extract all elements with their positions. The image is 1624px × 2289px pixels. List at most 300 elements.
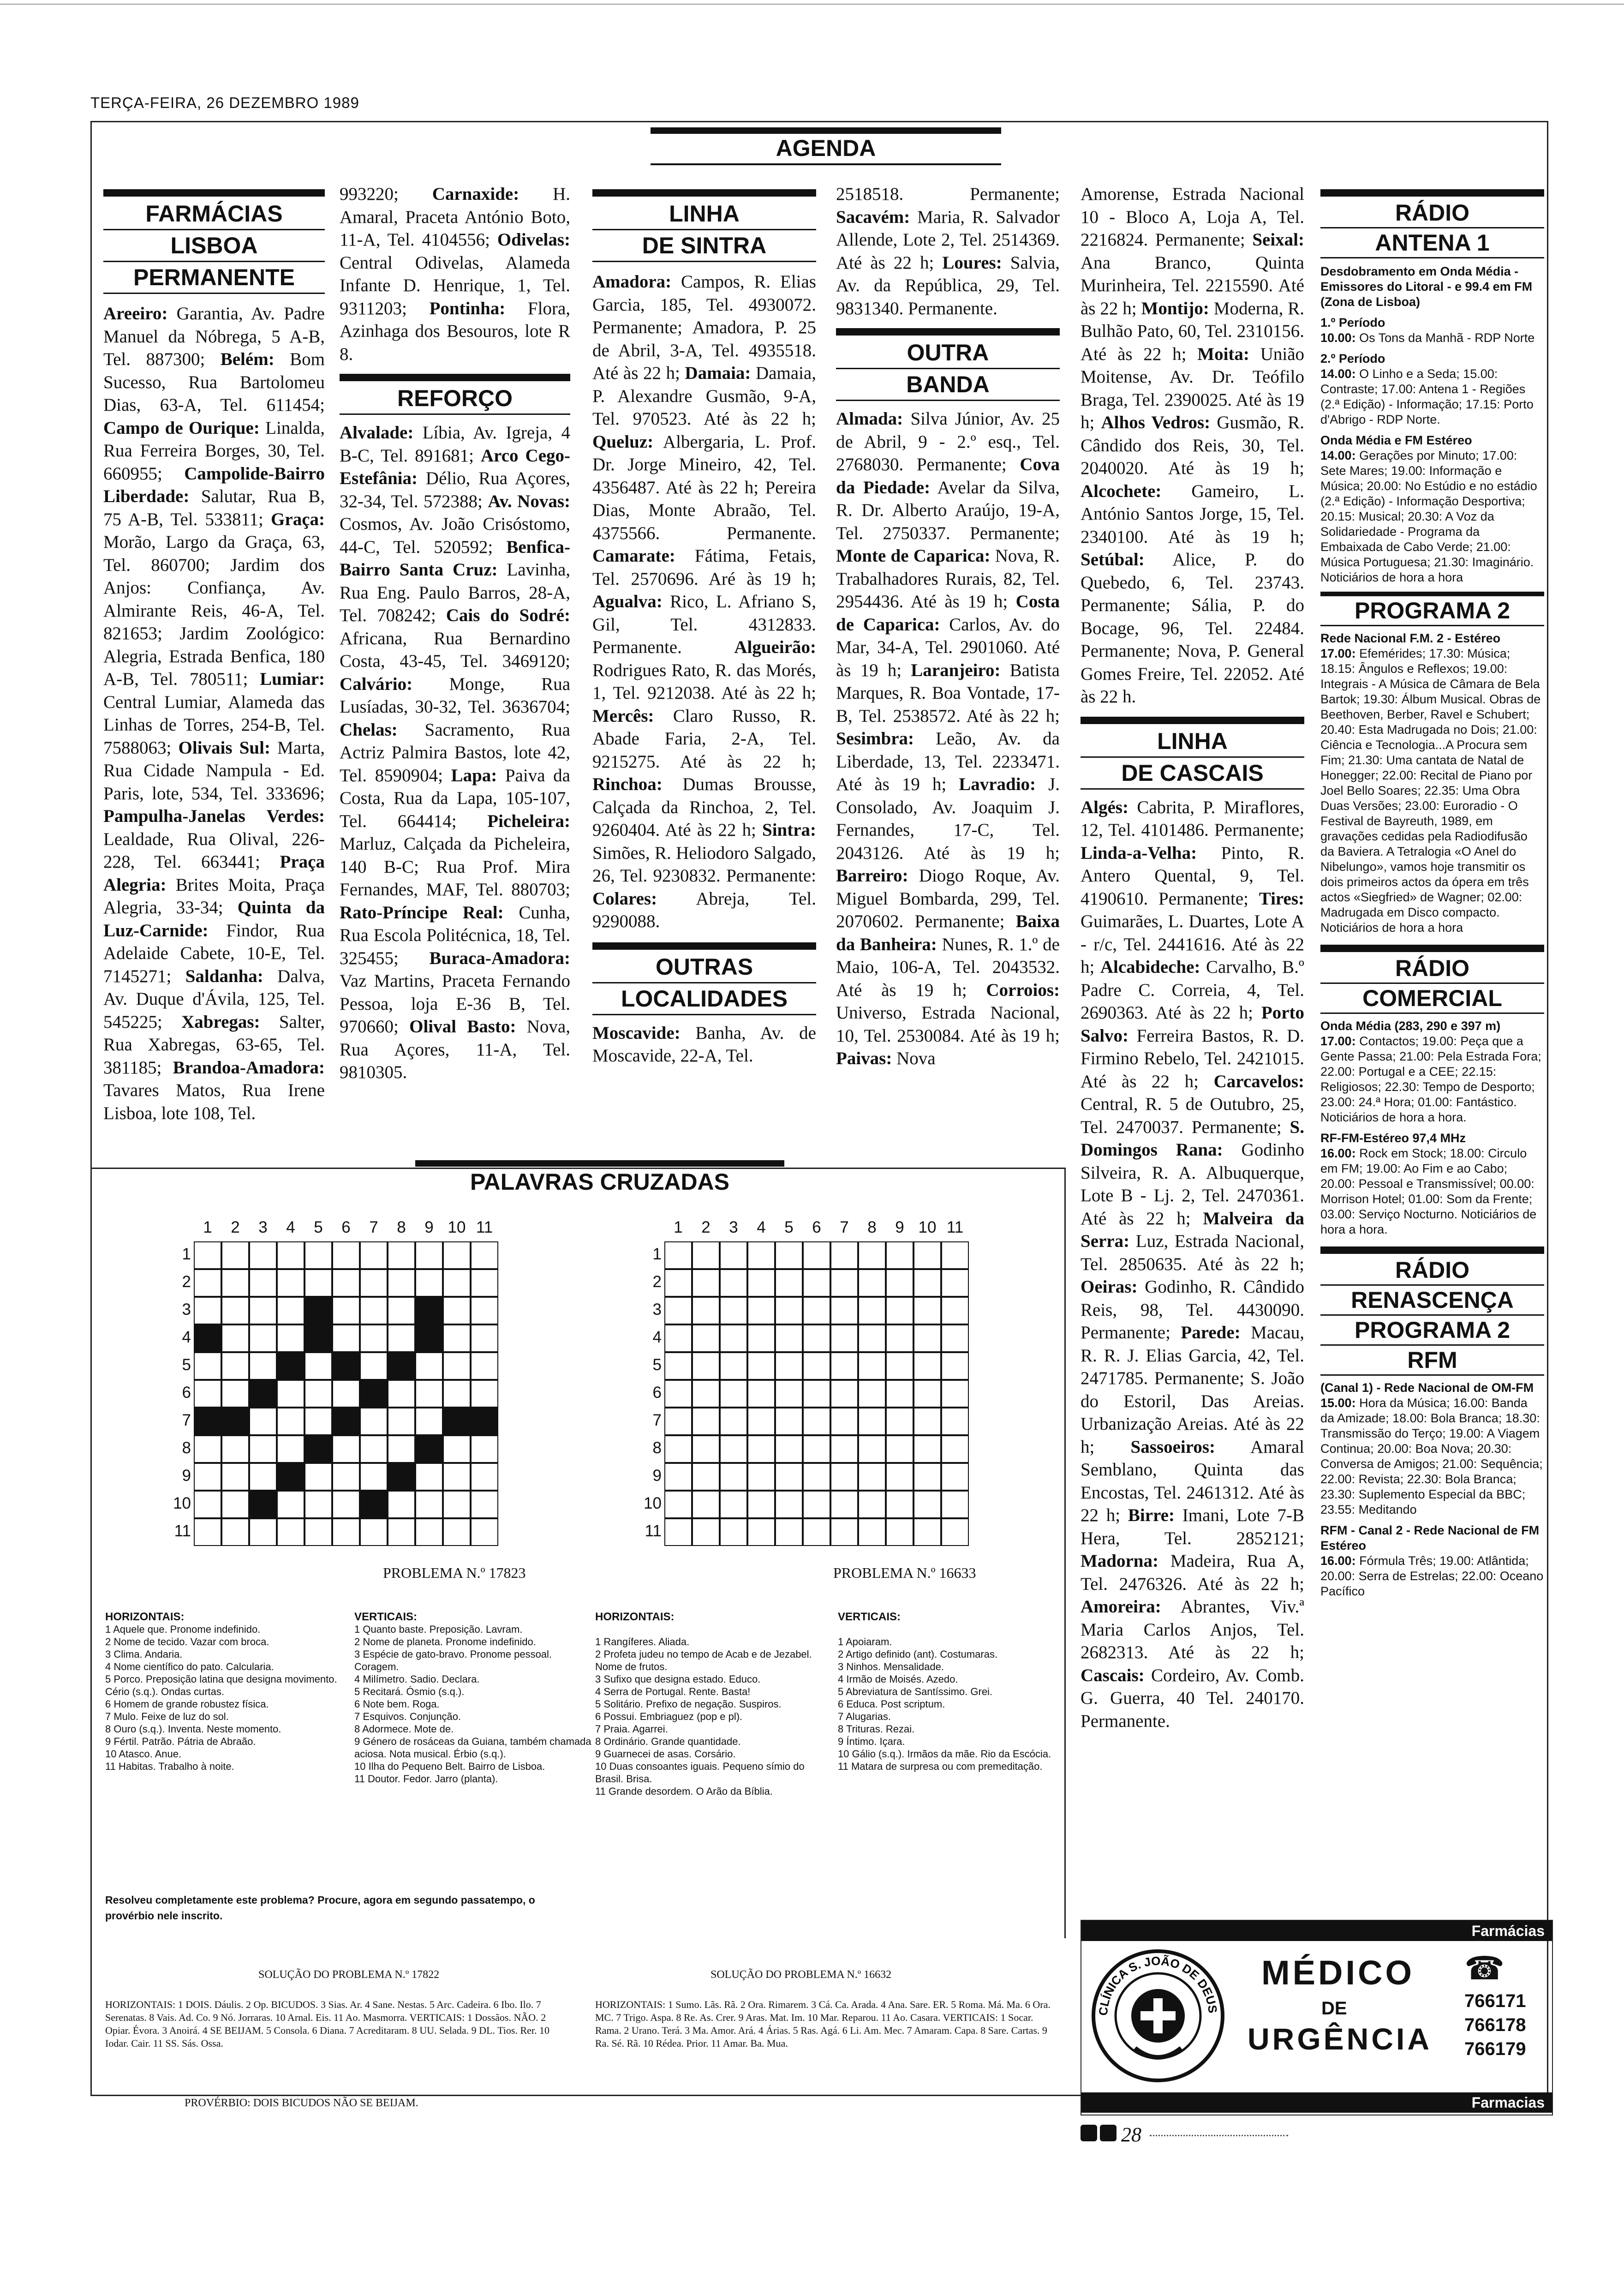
grid1-cell[interactable] [221,1491,249,1518]
grid2-cell[interactable] [941,1380,969,1408]
locality-name: Oeiras: [1081,1277,1138,1297]
grid1-cell[interactable] [332,1324,360,1352]
grid2-cell[interactable] [747,1491,775,1518]
grid2-cell[interactable] [664,1518,692,1546]
grid1-row-number: 2 [182,1273,191,1291]
grid2-cell[interactable] [664,1435,692,1463]
grid1-cell[interactable] [194,1380,221,1408]
grid2-row-number: 11 [645,1522,662,1540]
grid1-cell[interactable] [194,1491,221,1518]
grid1-black-cell [304,1297,332,1324]
grid2-cell[interactable] [830,1463,858,1491]
grid1-cell[interactable] [277,1297,304,1324]
pharmacy-details: H. Amaral, Praceta António Boto, 11-A, Tel. 4104556; [340,184,570,250]
locality-name: Birre: [1128,1505,1175,1525]
grid2-cell[interactable] [720,1518,747,1546]
grid1-cell[interactable] [388,1435,415,1463]
grid2-cell[interactable] [720,1435,747,1463]
grid1-cell[interactable] [415,1269,443,1297]
grid2-cell[interactable] [775,1408,803,1435]
grid2-cell[interactable] [692,1269,720,1297]
grid2-cell[interactable] [941,1491,969,1518]
grid1-cell[interactable] [360,1408,388,1435]
grid1-cell[interactable] [277,1518,304,1546]
clue-item: 4 Serra de Portugal. Rente. Basta! [595,1686,751,1697]
grid2-cell[interactable] [830,1435,858,1463]
grid1-cell[interactable] [443,1463,471,1491]
locality-name: Olivais Sul: [178,737,270,758]
programme-text: O Linho e a Seda; 15.00: Contraste; 17.00: Antena 1 - Regiões (2.ª Edição) - Informação; 17.15: Porto d'Abrigo - RDP Norte. [1320,367,1534,426]
grid1-cell[interactable] [249,1463,277,1491]
locality-name: Linda-a-Velha: [1081,843,1197,863]
grid1-cell[interactable] [194,1269,221,1297]
grid1-cell[interactable] [221,1435,249,1463]
grid2-cell[interactable] [886,1408,914,1435]
grid1-cell[interactable] [332,1241,360,1269]
grid2-cell[interactable] [720,1297,747,1324]
grid1-cell[interactable] [221,1518,249,1546]
grid2-cell[interactable] [858,1518,886,1546]
grid2-cell[interactable] [830,1518,858,1546]
grid2-cell[interactable] [941,1241,969,1269]
grid2-cell[interactable] [886,1241,914,1269]
grid1-cell[interactable] [221,1324,249,1352]
agenda-bar [651,127,1001,134]
grid2-cell[interactable] [692,1491,720,1518]
grid1-black-cell [277,1463,304,1491]
grid2-cell[interactable] [830,1380,858,1408]
grid2-row-number: 3 [652,1300,662,1318]
clues-v2-list [838,1636,1059,1773]
grid1-cell[interactable] [471,1324,498,1352]
grid2-cell[interactable] [858,1408,886,1435]
grid2-cell[interactable] [858,1297,886,1324]
grid1-cell[interactable] [443,1518,471,1546]
grid1-black-cell [471,1408,498,1435]
grid2-cell[interactable] [803,1269,830,1297]
publisher-logo-icon-2 [1100,2125,1116,2141]
locality-name: Carnaxide: [432,184,519,204]
grid1-cell[interactable] [194,1297,221,1324]
grid2-cell[interactable] [692,1241,720,1269]
section-rule [340,413,570,415]
grid2-cell[interactable] [775,1352,803,1380]
grid2-cell[interactable] [664,1463,692,1491]
grid2-cell[interactable] [747,1297,775,1324]
grid2-cell[interactable] [775,1491,803,1518]
grid2-cell[interactable] [775,1435,803,1463]
clue-item: 9 Íntimo. Içara. [838,1736,905,1747]
grid2-cell[interactable] [692,1297,720,1324]
locality-name: Baixa da Banheira: [836,911,1060,954]
grid2-cell[interactable] [720,1269,747,1297]
grid2-cell[interactable] [747,1463,775,1491]
grid2-cell[interactable] [941,1352,969,1380]
locality-name: Benfica-Bairro Santa Cruz: [340,537,570,580]
grid1-cell[interactable] [277,1408,304,1435]
grid1-cell[interactable] [388,1269,415,1297]
grid2-cell[interactable] [914,1324,941,1352]
grid2-cell[interactable] [803,1435,830,1463]
grid2-cell[interactable] [941,1324,969,1352]
grid1-cell[interactable] [332,1463,360,1491]
grid1-cell[interactable] [360,1269,388,1297]
grid2-cell[interactable] [830,1241,858,1269]
grid1-cell[interactable] [249,1297,277,1324]
clue-item: 3 Clima. Andaria. [105,1648,183,1660]
grid1-cell[interactable] [194,1352,221,1380]
grid1-cell[interactable] [415,1352,443,1380]
grid1-cell[interactable] [471,1491,498,1518]
clue-item: 7 Mulo. Feixe de luz do sol. [105,1711,229,1722]
grid1-row-number: 8 [182,1439,191,1457]
grid1-cell[interactable] [194,1518,221,1546]
grid1-cell[interactable] [471,1518,498,1546]
grid1-cell[interactable] [388,1518,415,1546]
locality-name: Costa de Caparica: [836,592,1060,635]
grid2-cell[interactable] [664,1408,692,1435]
grid2-cell[interactable] [747,1408,775,1435]
grid1-cell[interactable] [221,1297,249,1324]
col2-intro-list [340,183,570,366]
grid1-cell[interactable] [443,1352,471,1380]
locality-name: Moscavide: [592,1023,681,1043]
locality-name: Amoreira: [1081,1597,1161,1617]
grid2-cell[interactable] [720,1241,747,1269]
grid2-cell[interactable] [941,1518,969,1546]
grid2-cell[interactable] [747,1380,775,1408]
grid2-cell[interactable] [803,1491,830,1518]
pharmacy-details: Campos, R. Elias Garcia, 185, Tel. 4930072. Permanente; Amadora, P. 25 de Abril, 3-A, Tel. 4935518. Até às 22 h; [592,272,816,383]
grid1-cell[interactable] [360,1241,388,1269]
clue-item: 10 Ilha do Pequeno Belt. Bairro de Lisboa. [354,1761,545,1772]
grid2-cell[interactable] [886,1435,914,1463]
grid1-cell[interactable] [304,1518,332,1546]
programme-time: (Canal 1) - Rede Nacional de OM-FM [1320,1381,1534,1395]
grid1-cell[interactable] [471,1435,498,1463]
grid1-cell[interactable] [360,1297,388,1324]
grid1-cell[interactable] [443,1241,471,1269]
grid1-cell[interactable] [249,1518,277,1546]
grid1-cell[interactable] [332,1491,360,1518]
locality-name: Laranjeiro: [911,660,1001,680]
grid2-cell[interactable] [692,1352,720,1380]
grid1-cell[interactable] [277,1269,304,1297]
locality-name: Rinchoa: [592,774,663,794]
grid2-cell[interactable] [830,1408,858,1435]
locality-name: Sassoeiros: [1130,1437,1215,1457]
grid2-cell[interactable] [830,1297,858,1324]
grid2-cell[interactable] [858,1269,886,1297]
grid2-cell[interactable] [858,1241,886,1269]
grid2-cell[interactable] [830,1352,858,1380]
grid2-cell[interactable] [664,1297,692,1324]
grid2-cell[interactable] [747,1241,775,1269]
grid2-cell[interactable] [775,1463,803,1491]
grid1-cell[interactable] [304,1380,332,1408]
grid2-cell[interactable] [747,1435,775,1463]
grid2-cell[interactable] [858,1491,886,1518]
grid2-cell[interactable] [692,1408,720,1435]
section-rule [103,293,325,294]
grid1-cell[interactable] [443,1297,471,1324]
locality-name: Campo de Ourique: [103,418,260,438]
locality-name: Chelas: [340,719,398,740]
grid2-cell[interactable] [720,1352,747,1380]
grid1-cell[interactable] [443,1269,471,1297]
grid1-cell[interactable] [304,1463,332,1491]
grid2-cell[interactable] [886,1380,914,1408]
grid1-cell[interactable] [332,1269,360,1297]
pharmacy-details: Imani, Lote 7-B Hera, Tel. 2852121; [1081,1505,1304,1548]
grid2-cell[interactable] [747,1352,775,1380]
pharmacy-details: Paiva da Costa, Rua da Lapa, 105-107, Tel. 664414; [340,765,570,831]
grid1-cell[interactable] [415,1491,443,1518]
grid2-row-number: 4 [652,1328,662,1346]
grid1-cell[interactable] [304,1352,332,1380]
grid2-col-number: 7 [840,1218,849,1236]
grid2-cell[interactable] [803,1352,830,1380]
grid1-cell[interactable] [304,1241,332,1269]
grid1-cell[interactable] [249,1324,277,1352]
grid2-cell[interactable] [858,1324,886,1352]
grid2-cell[interactable] [664,1380,692,1408]
grid2-cell[interactable] [775,1297,803,1324]
grid2-cell[interactable] [664,1352,692,1380]
grid2-cell[interactable] [692,1324,720,1352]
grid1-cell[interactable] [332,1297,360,1324]
grid2-cell[interactable] [858,1435,886,1463]
grid2-cell[interactable] [941,1463,969,1491]
grid1-cell[interactable] [471,1380,498,1408]
clue-item: 9 Fértil. Patrão. Pátria de Abraão. [105,1736,256,1747]
grid2-cell[interactable] [720,1408,747,1435]
grid2-cell[interactable] [775,1241,803,1269]
pharmacy-details: Délio, Rua Açores, 32-34, Tel. 572388; [340,468,570,511]
grid2-cell[interactable] [720,1463,747,1491]
grid2-cell[interactable] [775,1269,803,1297]
grid1-cell[interactable] [443,1491,471,1518]
grid1-cell[interactable] [277,1380,304,1408]
grid2-cell[interactable] [830,1491,858,1518]
grid2-cell[interactable] [692,1518,720,1546]
grid1-cell[interactable] [443,1324,471,1352]
grid1-cell[interactable] [388,1380,415,1408]
clue-item: 10 Duas consoantes iguais. Pequeno símio do Brasil. Brisa. [595,1761,805,1785]
grid2-cell[interactable] [886,1352,914,1380]
grid1-cell[interactable] [221,1463,249,1491]
grid1-cell[interactable] [415,1463,443,1491]
outras-list [592,1022,816,1067]
grid2-cell[interactable] [803,1408,830,1435]
grid1-cell[interactable] [304,1408,332,1435]
grid1-cell[interactable] [332,1435,360,1463]
grid2-cell[interactable] [941,1297,969,1324]
grid1-cell[interactable] [304,1491,332,1518]
grid2-cell[interactable] [941,1408,969,1435]
grid1-cell[interactable] [471,1241,498,1269]
grid2-cell[interactable] [914,1518,941,1546]
grid1-cell[interactable] [415,1408,443,1435]
grid2-cell[interactable] [914,1380,941,1408]
grid2-cell[interactable] [858,1463,886,1491]
grid2-cell[interactable] [914,1297,941,1324]
grid2-cell[interactable] [830,1324,858,1352]
grid2-cell[interactable] [664,1324,692,1352]
locality-name: Colares: [592,888,657,909]
grid1-cell[interactable] [471,1269,498,1297]
grid2-cell[interactable] [914,1491,941,1518]
grid2-cell[interactable] [914,1435,941,1463]
grid1-cell[interactable] [471,1297,498,1324]
locality-name: Olival Basto: [409,1017,516,1037]
grid1-black-cell [304,1435,332,1463]
grid2-cell[interactable] [941,1269,969,1297]
grid2-cell[interactable] [775,1380,803,1408]
grid2-cell[interactable] [803,1463,830,1491]
grid2-cell[interactable] [775,1518,803,1546]
grid2-cell[interactable] [747,1518,775,1546]
grid1-cell[interactable] [221,1352,249,1380]
grid2-cell[interactable] [692,1380,720,1408]
pharmacy-details: Monge, Rua Lusíadas, 30-32, Tel. 3636704; [340,674,570,717]
grid2-cell[interactable] [914,1463,941,1491]
grid2-cell[interactable] [858,1352,886,1380]
grid1-cell[interactable] [360,1352,388,1380]
grid1-cell[interactable] [388,1297,415,1324]
grid2-cell[interactable] [858,1380,886,1408]
crossword-title: PALAVRAS CRUZADAS [470,1169,730,1195]
grid2-cell[interactable] [886,1324,914,1352]
grid1-cell[interactable] [388,1491,415,1518]
section-bar [1081,717,1304,724]
page-number: 28 [1121,2123,1141,2146]
pharmacy-details: Bom Sucesso, Rua Bartolomeu Dias, 63-A, Tel. 611454; [103,349,325,415]
section-rule [1320,592,1544,596]
grid1-cell[interactable] [332,1380,360,1408]
grid2-cell[interactable] [803,1324,830,1352]
grid2-cell[interactable] [720,1491,747,1518]
grid1-cell[interactable] [471,1352,498,1380]
grid2-col-number: 2 [701,1218,710,1236]
section-rule [1320,257,1544,258]
grid2-cell[interactable] [886,1463,914,1491]
grid2-cell[interactable] [803,1241,830,1269]
clue-item: 2 Profeta judeu no tempo de Acab e de Jezabel. Nome de frutos. [595,1648,812,1672]
grid1-cell[interactable] [249,1269,277,1297]
grid2-cell[interactable] [803,1380,830,1408]
pharmacy-details: Batista Marques, R. Boa Vontade, 17-B, Tel. 2538572. Até às 22 h; [836,660,1060,726]
grid1-cell[interactable] [194,1463,221,1491]
grid2-cell[interactable] [692,1435,720,1463]
grid2-cell[interactable] [886,1269,914,1297]
grid1-cell[interactable] [221,1241,249,1269]
grid1-cell[interactable] [415,1518,443,1546]
grid2-cell[interactable] [914,1269,941,1297]
locality-name: Areeiro: [103,304,168,324]
grid1-col-number: 11 [476,1218,493,1236]
grid1-cell[interactable] [277,1324,304,1352]
grid2-cell[interactable] [941,1435,969,1463]
grid2-cell[interactable] [886,1297,914,1324]
grid1-cell[interactable] [471,1463,498,1491]
grid1-cell[interactable] [415,1380,443,1408]
grid1-cell[interactable] [415,1241,443,1269]
locality-name: Barreiro: [836,866,908,886]
pharmacy-details: Dumas Brousse, Calçada da Rinchoa, 2, Tel. 9260404. Até às 22 h; [592,774,816,840]
clue-item: 9 Guarnecei de asas. Corsário. [595,1748,736,1760]
grid1-cell[interactable] [388,1408,415,1435]
grid1-cell[interactable] [277,1491,304,1518]
grid2-cell[interactable] [664,1269,692,1297]
grid1-col-number: 9 [424,1218,434,1236]
grid2-cell[interactable] [914,1352,941,1380]
section-bar [836,328,1060,336]
column-outra-banda [836,183,1060,1070]
grid1-cell[interactable] [388,1241,415,1269]
grid1-cell[interactable] [249,1435,277,1463]
grid1-cell[interactable] [277,1241,304,1269]
medico-text: MÉDICO [1261,1953,1415,1992]
grid1-cell[interactable] [194,1241,221,1269]
pharmacy-details: Godinho Silveira, R. A. Albuquerque, Lote B - Lj. 2, Tel. 2470361. Até às 22 h; [1081,1140,1305,1228]
grid1-cell[interactable] [249,1352,277,1380]
clinica-logo [1089,1947,1227,2085]
locality-name: Montijo: [1141,298,1209,318]
grid1-cell[interactable] [332,1518,360,1546]
grid1-black-cell [415,1297,443,1324]
clue-item: 5 Porco. Preposição latina que designa movimento. Cério (s.q.). Ondas curtas. [105,1673,337,1697]
grid1-cell[interactable] [443,1380,471,1408]
grid2-cell[interactable] [664,1241,692,1269]
column-linha-sintra [592,185,816,1067]
grid1-cell[interactable] [221,1269,249,1297]
grid1-row-number: 3 [182,1300,191,1318]
grid2-cell[interactable] [914,1241,941,1269]
grid1-cell[interactable] [249,1408,277,1435]
grid2-cell[interactable] [664,1491,692,1518]
grid2-cell[interactable] [747,1269,775,1297]
grid1-cell[interactable] [194,1435,221,1463]
grid2-cell[interactable] [886,1518,914,1546]
grid2-cell[interactable] [803,1297,830,1324]
grid2-cell[interactable] [914,1408,941,1435]
grid2-cell[interactable] [720,1380,747,1408]
grid1-cell[interactable] [221,1380,249,1408]
grid1-cell[interactable] [360,1463,388,1491]
grid1-cell[interactable] [443,1435,471,1463]
grid2-cell[interactable] [775,1324,803,1352]
grid2-cell[interactable] [803,1518,830,1546]
grid1-cell[interactable] [388,1324,415,1352]
clue-item: 8 Ouro (s.q.). Inventa. Neste momento. [105,1723,281,1735]
column-radio [1320,185,1544,1599]
grid1-cell[interactable] [277,1435,304,1463]
grid2-cell[interactable] [692,1463,720,1491]
grid2-cell[interactable] [720,1324,747,1352]
grid1-cell[interactable] [249,1241,277,1269]
grid1-cell[interactable] [360,1324,388,1352]
locality-name: Alvalade: [340,423,414,443]
grid1-cell[interactable] [360,1518,388,1546]
locality-name: Setúbal: [1081,550,1145,569]
grid2-cell[interactable] [747,1324,775,1352]
grid1-cell[interactable] [360,1435,388,1463]
grid2-cell[interactable] [830,1269,858,1297]
grid2-cell[interactable] [886,1491,914,1518]
grid1-cell[interactable] [304,1269,332,1297]
resolveu-note: Resolveu completamente este problema? Procure, agora em segundo passatempo, o provérbio nele inscrito. [105,1894,535,1922]
